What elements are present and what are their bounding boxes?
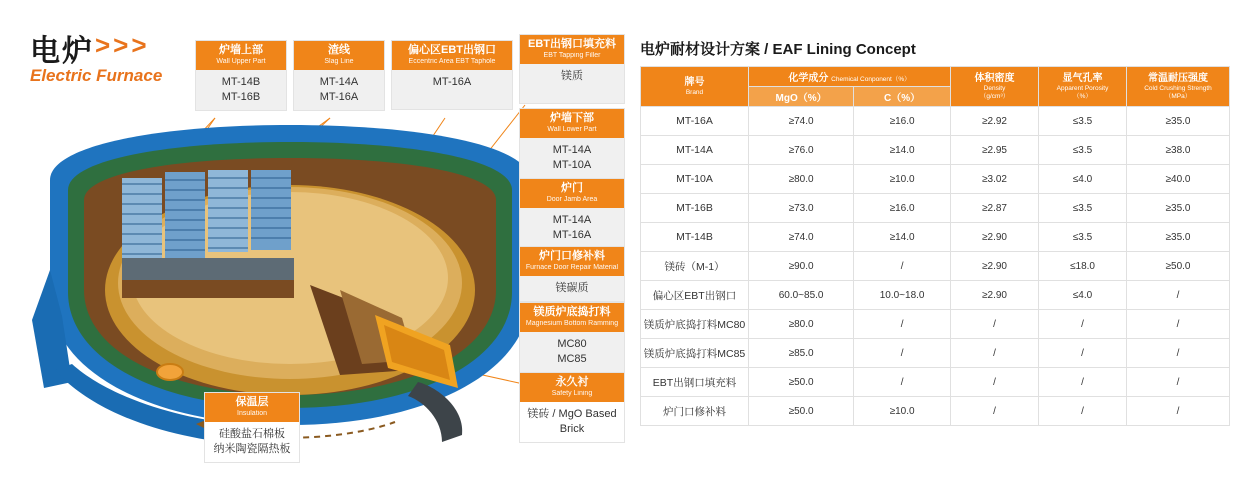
cell-brand: MT-16B	[641, 194, 749, 223]
cell-density: ≥2.87	[951, 194, 1039, 223]
callout-ebt-tapping-filler	[519, 34, 625, 104]
cell-brand: EBT出钢口填充料	[641, 368, 749, 397]
table-row	[641, 223, 1230, 252]
callout-body	[392, 70, 512, 109]
col-porosity-cn: 显气孔率	[1062, 72, 1103, 84]
col-density	[951, 67, 1039, 107]
callout-body	[294, 70, 384, 110]
callout-title-cn: EBT出钢口填充料	[528, 38, 616, 50]
page-title-en: Electric Furnace	[30, 66, 163, 85]
callout-title-cn: 偏心区EBT出钢口	[408, 44, 496, 56]
cell-density: ≥2.90	[951, 223, 1039, 252]
table-row	[641, 252, 1230, 281]
callout-header	[520, 179, 624, 208]
callout-title-en: Wall Upper Part	[216, 58, 266, 65]
cell-brand: 镁砖（M-1）	[641, 252, 749, 281]
cell-c: ≥16.0	[854, 194, 951, 223]
callout-item: MT-16A	[319, 91, 359, 103]
cell-c: ≥14.0	[854, 136, 951, 165]
callout-item: 镁质	[561, 70, 583, 82]
table-row	[641, 281, 1230, 310]
callout-body	[520, 276, 624, 301]
callout-title-en: Eccentric Area EBT Taphole	[408, 58, 496, 65]
table-row	[641, 368, 1230, 397]
table-header-row	[641, 67, 1230, 87]
cell-ccs: ≥35.0	[1127, 223, 1230, 252]
col-brand-en: Brand	[685, 88, 704, 96]
cell-ccs: /	[1127, 310, 1230, 339]
callout-body	[520, 332, 624, 372]
table-row	[641, 397, 1230, 426]
callout-furnace-door-repair-material	[519, 246, 625, 302]
callout-title-cn: 炉墙上部	[219, 44, 263, 56]
cell-ccs: /	[1127, 281, 1230, 310]
cell-brand: 偏心区EBT出钢口	[641, 281, 749, 310]
col-brand-cn: 牌号	[684, 76, 705, 88]
cell-ccs: ≥38.0	[1127, 136, 1230, 165]
cell-porosity: /	[1039, 368, 1127, 397]
cell-ccs: /	[1127, 397, 1230, 426]
cell-density: ≥2.95	[951, 136, 1039, 165]
col-ccs-unit: （MPa）	[1164, 92, 1192, 100]
callout-item: 镁砖 / MgO Based Brick	[527, 408, 617, 435]
callout-header	[205, 393, 299, 422]
callout-header	[294, 41, 384, 70]
cell-density: ≥2.90	[951, 252, 1039, 281]
callout-magnesium-bottom-ramming	[519, 302, 625, 373]
cell-porosity: ≤3.5	[1039, 194, 1127, 223]
callout-title-en: EBT Tapping Filler	[543, 52, 601, 59]
table-row	[641, 310, 1230, 339]
cell-porosity: ≤4.0	[1039, 165, 1127, 194]
cell-ccs: ≥35.0	[1127, 194, 1230, 223]
callout-body	[520, 208, 624, 248]
table-row	[641, 107, 1230, 136]
table-body	[641, 107, 1230, 426]
cell-porosity: ≤3.5	[1039, 107, 1127, 136]
cell-mgo: ≥50.0	[749, 368, 854, 397]
callout-ebt-taphole	[391, 40, 513, 110]
cell-ccs: ≥35.0	[1127, 107, 1230, 136]
col-brand	[641, 67, 749, 107]
col-porosity-unit: （%）	[1073, 92, 1092, 100]
cell-mgo: ≥74.0	[749, 107, 854, 136]
callout-title-cn: 炉门	[561, 182, 583, 194]
cell-porosity: /	[1039, 339, 1127, 368]
cell-mgo: ≥76.0	[749, 136, 854, 165]
cell-porosity: ≤3.5	[1039, 136, 1127, 165]
callout-door-jamb-area	[519, 178, 625, 249]
col-chemical-cn: 化学成分	[788, 73, 829, 84]
cell-brand: MT-16A	[641, 107, 749, 136]
col-chemical-en: Chemical Conponent（%）	[831, 76, 911, 83]
table-row	[641, 339, 1230, 368]
callout-title-cn: 保温层	[235, 396, 269, 408]
cell-density: ≥2.92	[951, 107, 1039, 136]
callout-body	[205, 422, 299, 462]
col-chemical	[749, 67, 951, 87]
callout-title-cn: 炉墙下部	[550, 112, 594, 124]
col-mgo: MgO（%）	[749, 87, 854, 107]
cell-mgo: ≥80.0	[749, 310, 854, 339]
callout-slag-line	[293, 40, 385, 111]
cell-brand: MT-14A	[641, 136, 749, 165]
cell-mgo: ≥85.0	[749, 339, 854, 368]
callout-item: MT-14A	[552, 144, 592, 156]
col-density-en: Density	[983, 84, 1006, 92]
callout-item: MT-16A	[432, 76, 472, 88]
spec-table-title: 电炉耐材设计方案 / EAF Lining Concept	[640, 41, 916, 58]
callout-wall-upper-part	[195, 40, 287, 111]
cell-porosity: ≤3.5	[1039, 223, 1127, 252]
cell-mgo: 60.0~85.0	[749, 281, 854, 310]
cell-c: ≥14.0	[854, 223, 951, 252]
cell-brand: MT-10A	[641, 165, 749, 194]
cell-mgo: ≥50.0	[749, 397, 854, 426]
cell-ccs: ≥50.0	[1127, 252, 1230, 281]
col-ccs	[1127, 67, 1230, 107]
callout-header	[392, 41, 512, 70]
cell-porosity: ≤4.0	[1039, 281, 1127, 310]
callout-item: 镁碳质	[555, 282, 589, 294]
title-arrows-icon: >>>	[95, 30, 150, 60]
cell-density: ≥3.02	[951, 165, 1039, 194]
callout-item: 纳米陶瓷隔热板	[213, 443, 291, 455]
callout-item: MT-14A	[552, 214, 592, 226]
callout-header	[520, 35, 624, 64]
callout-title-cn: 镁质炉底捣打料	[533, 306, 611, 318]
col-density-unit: （g/cm³）	[979, 92, 1010, 100]
cell-c: /	[854, 339, 951, 368]
spec-table-panel	[636, 0, 1250, 500]
callout-title-en: Wall Lower Part	[547, 126, 597, 133]
callout-header	[520, 109, 624, 138]
callout-item: MC80	[557, 338, 587, 350]
cell-mgo: ≥74.0	[749, 223, 854, 252]
table-row	[641, 165, 1230, 194]
callout-title-cn: 炉门口修补料	[539, 250, 605, 262]
cell-brand: 镁质炉底捣打料MC80	[641, 310, 749, 339]
callout-title-en: Slag Line	[324, 58, 354, 65]
cell-c: /	[854, 310, 951, 339]
col-c: C（%）	[854, 87, 951, 107]
callout-title-cn: 渣线	[328, 44, 350, 56]
cell-brand: MT-14B	[641, 223, 749, 252]
cell-c: ≥16.0	[854, 107, 951, 136]
callout-body	[520, 138, 624, 178]
cell-ccs: /	[1127, 368, 1230, 397]
cell-c: /	[854, 252, 951, 281]
callout-item: MT-10A	[552, 159, 592, 171]
callout-header	[520, 247, 624, 276]
cell-porosity: /	[1039, 397, 1127, 426]
cell-density: /	[951, 397, 1039, 426]
callout-item: MT-16B	[221, 91, 261, 103]
cell-density: /	[951, 339, 1039, 368]
col-ccs-en: Cold Crushing Strength	[1144, 84, 1212, 92]
cell-mgo: ≥90.0	[749, 252, 854, 281]
eaf-lining-spec-table	[640, 66, 1230, 426]
callout-wall-lower-part	[519, 108, 625, 179]
callout-body	[520, 64, 624, 103]
callout-title-en: Furnace Door Repair Material	[525, 264, 619, 271]
table-row	[641, 194, 1230, 223]
cell-brand: 镁质炉底捣打料MC85	[641, 339, 749, 368]
cell-c: ≥10.0	[854, 397, 951, 426]
cell-c: ≥10.0	[854, 165, 951, 194]
callout-item: 硅酸盐石棉板	[219, 428, 285, 440]
cell-c: 10.0~18.0	[854, 281, 951, 310]
cell-mgo: ≥80.0	[749, 165, 854, 194]
callout-title-cn: 永久衬	[555, 376, 589, 388]
cell-density: /	[951, 368, 1039, 397]
callout-title-en: Safety Lining	[551, 390, 593, 397]
cell-density: /	[951, 310, 1039, 339]
col-ccs-cn: 常温耐压强度	[1148, 72, 1208, 84]
cell-brand: 炉门口修补料	[641, 397, 749, 426]
cell-mgo: ≥73.0	[749, 194, 854, 223]
cell-density: ≥2.90	[951, 281, 1039, 310]
callout-body	[520, 402, 624, 442]
cell-ccs: ≥40.0	[1127, 165, 1230, 194]
callout-item: MT-14A	[319, 76, 359, 88]
callout-title-en: Magnesium Bottom Ramming	[525, 320, 619, 327]
page-title-cn: 电炉	[30, 35, 94, 68]
cell-c: /	[854, 368, 951, 397]
callout-header	[196, 41, 286, 70]
callout-item: MC85	[557, 353, 587, 365]
table-row	[641, 136, 1230, 165]
callout-item: MT-14B	[221, 76, 261, 88]
callout-item: MT-16A	[552, 229, 592, 241]
callout-header	[520, 373, 624, 402]
col-porosity-en: Apparent Porosity	[1056, 84, 1109, 92]
cell-porosity: /	[1039, 310, 1127, 339]
callout-header	[520, 303, 624, 332]
callout-body	[196, 70, 286, 110]
callout-title-en: Insulation	[237, 410, 267, 417]
table-head	[641, 67, 1230, 107]
cell-ccs: /	[1127, 339, 1230, 368]
cell-porosity: ≤18.0	[1039, 252, 1127, 281]
callout-insulation	[204, 392, 300, 463]
col-porosity	[1039, 67, 1127, 107]
callout-safety-lining	[519, 372, 625, 443]
col-density-cn: 体积密度	[974, 72, 1015, 84]
callout-title-en: Door Jamb Area	[546, 196, 598, 203]
